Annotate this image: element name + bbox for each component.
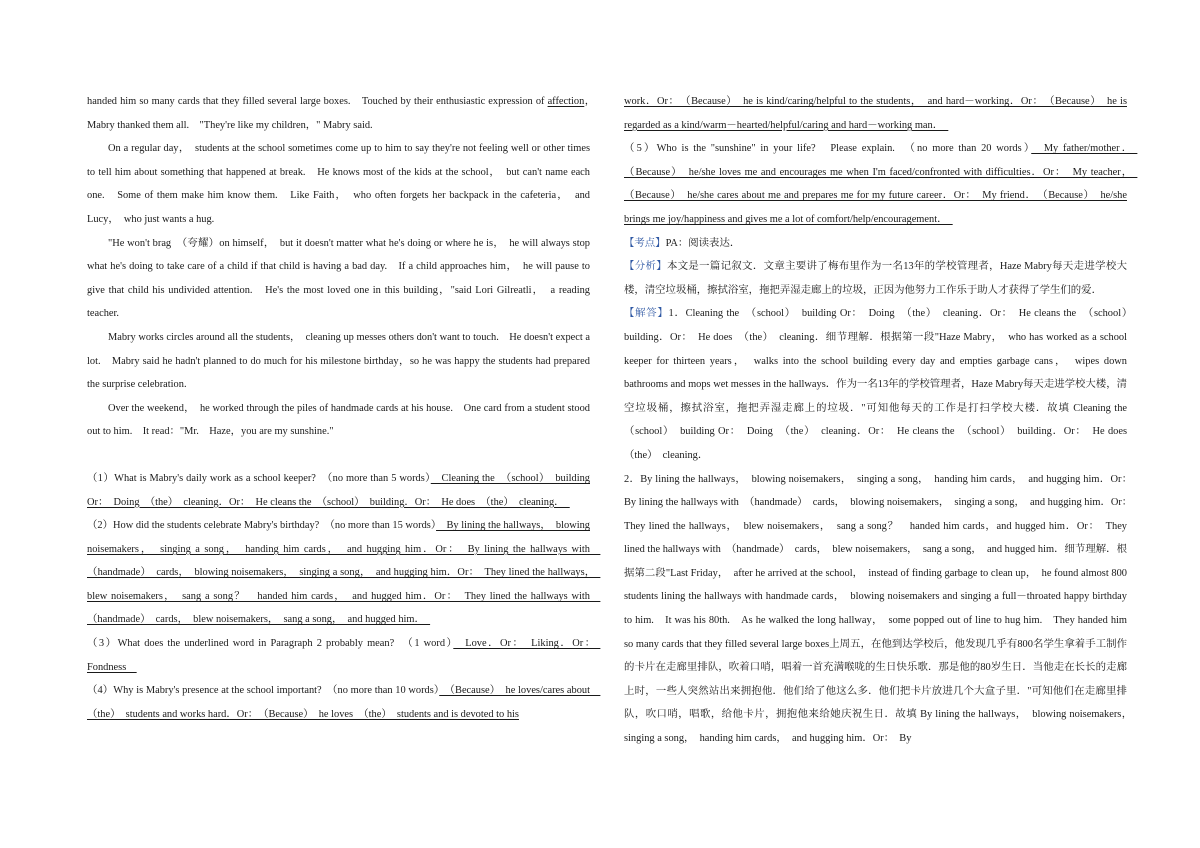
underlined-word: affection — [547, 96, 585, 107]
question-4-answer-continued — [624, 90, 1127, 137]
question-text: （4）Why is Mabry's presence at the school important? （no more than 10 words） — [87, 685, 440, 697]
question-3 — [87, 632, 601, 679]
spacer — [87, 444, 590, 467]
passage-paragraph-2: On a regular day， students at the school sometimes come up to him to say they're not feeling well or other times to tell him about something that happened at break. He knows most of the kids at the school， but can't name each one. Some of them make him know them. Like Faith， who often forgets her backpack in the cafeteria， and Lucy， who just wants a hug. — [87, 143, 590, 225]
key-point-tag: 【考点】 — [624, 237, 666, 249]
passage-text: ， Mabry thanked them all. "They're like my children，" Mabry said. — [87, 96, 601, 131]
question-4 — [87, 679, 601, 726]
answer-text: Cleaning the （school） building Or： Doing （the） cleaning．Or： He cleans the （school） building．Or： He does （the） cleaning． — [87, 472, 590, 508]
question-5 — [624, 137, 1138, 231]
analysis-text: 本文是一篇记叙文．文章主要讲了梅布里作为一名13年的学校管理者，Haze Mabry每天走进学校大楼，清空垃圾桶，擦拭浴室，拖把弄湿走廊上的垃圾，正因为他努力工作乐于助人才获得了学生们的爱． — [624, 261, 1127, 296]
question-1 — [87, 467, 590, 514]
question-text: （1）What is Mabry's daily work as a school keeper? （no more than 5 words） — [87, 472, 431, 484]
passage-paragraph-5: Over the weekend， he worked through the piles of handmade cards at his house. One card from a student stood out to him. It read："Mr. Haze，you are my sunshine." — [87, 402, 590, 438]
passage-text: handed him so many cards that they filled several large boxes. Touched by their enthusiastic expression of — [87, 96, 548, 107]
answer-text: By lining the hallways， blowing noisemakers， singing a song， handing him cards， and hugging him．Or： By lining the hallways with （handmade） cards， blowing noisemakers， singing a song， and hugging him．Or： They lined the hallways， blew noisemakers， sang a song？ handed him cards， and hugged him．Or： They lined the hallways with （handmade） cards， blew noisemakers， sang a song， and hugged him． — [87, 520, 601, 626]
answer-text: work．Or： （Because） he is kind/caring/helpful to the students， and hard－working．Or： （Because） he is regarded as a kind/warm－hearted/helpful/caring and hard－working man． — [624, 96, 1127, 131]
question-text: （5）Who is the "sunshine" in your life? Please explain. （no more than 20 words） — [624, 143, 1032, 155]
passage-paragraph-3: "He won't brag （夸耀）on himself， but it doesn't matter what he's doing or where he is， he will always stop what he's doing to take care of a child if that child is having a bad day. If a child approaches him， he will pause to give that child his undivided attention. He's the most loved one in this building，"said Lori Gilreatli， a reading teacher. — [87, 237, 590, 320]
analysis-tag: 【分析】 — [624, 261, 667, 273]
key-point — [624, 232, 1127, 256]
answer-text: Love．Or： Liking．Or： Fondness — [87, 638, 601, 673]
passage-paragraph-4: Mabry works circles around all the students， cleaning up messes others don't want to touch. He doesn't expect a lot. Mabry said he hadn't planned to do much for his milestone birthday，so he was happy the students had prepared the surprise celebration. — [87, 331, 590, 391]
key-point-text: PA：阅读表达． — [665, 237, 741, 249]
question-text: （3）What does the underlined word in Paragraph 2 probably mean? （1 word） — [87, 638, 454, 650]
solution-text: 1．Cleaning the （school） building Or： Doing （the） cleaning．Or： He cleans the （school） building．Or： He does （the） cleaning．细节理解．根据第一段"Haze Mabry， who has worked as a school keeper for thirteen years， walks into the school building every day and empties garbage cans， wipes down bathrooms and mops wet messes in the hallways．作为一名13年的学校管理者，Haze Mabry每天走进学校大楼，清空垃圾桶，擦拭浴室，拖把弄湿走廊上的垃圾．"可知他每天的工作是打扫学校大楼．故填 Cleaning the （school） building Or： Doing （the） cleaning．Or： He cleans the （school） building．Or： He does （the） cleaning． — [624, 308, 1138, 461]
question-2 — [87, 514, 601, 632]
passage-paragraph-1 — [87, 90, 601, 137]
right-column — [624, 90, 1138, 751]
answer-text: My father/mother． （Because） he/she loves me and encourages me when I'm faced/confronted with difficulties．Or： My teacher， （Because） he/she cares about me and prepares me for my future career．Or： My friend． （Because） he/she brings me joy/happiness and gives me a lot of comfort/help/encouragement． — [624, 143, 1138, 225]
solution-tag: 【解答】 — [624, 308, 669, 320]
solution-1 — [624, 302, 1138, 467]
question-text: （2）How did the students celebrate Mabry's birthday? （no more than 15 words） — [87, 520, 437, 532]
answer-text: （Because） he loves/cares about （the） students and works hard．Or： （Because） he loves （the） students and is devoted to his — [87, 685, 601, 720]
solution-2: 2．By lining the hallways， blowing noisemakers， singing a song， handing him cards， and hugging him．Or： By lining the hallways with （handmade） cards， blowing noisemakers， singing a song， and hugging him．Or： They lined the hallways， blew noisemakers， sang a song？ handed him cards，and hugged him．Or： They lined the hallways with （handmade） cards， blew noisemakers， sang a song， and hugged him．细节理解．根据第二段"Last Friday， after he arrived at the school， instead of finding garbage to clean up， he found almost 800 students lining the hallways with handmade cards， blowing noisemakers and singing a full－throated happy birthday to him. It was his 80th. As he walked the long hallway， some popped out of line to hug him. They handed him so many cards that they filled several large boxes上周五，在他到达学校后，他发现几乎有800名学生拿着手工制作的卡片在走廊里排队，吹着口哨，唱着一首充满喉咙的生日快乐歌．那是他的80岁生日．当他走在长长的走廊上时，一些人突然站出来拥抱他．他们给了他这么多．他们把卡片放进几个大盒子里．"可知他们在走廊里排队，吹口哨，唱歌，给他卡片，拥抱他来给她庆祝生日．故填 By lining the hallways， blowing noisemakers， singing a song， handing him cards， and hugging him．Or： By — [624, 473, 1138, 745]
analysis — [624, 255, 1127, 302]
left-column — [87, 90, 601, 726]
